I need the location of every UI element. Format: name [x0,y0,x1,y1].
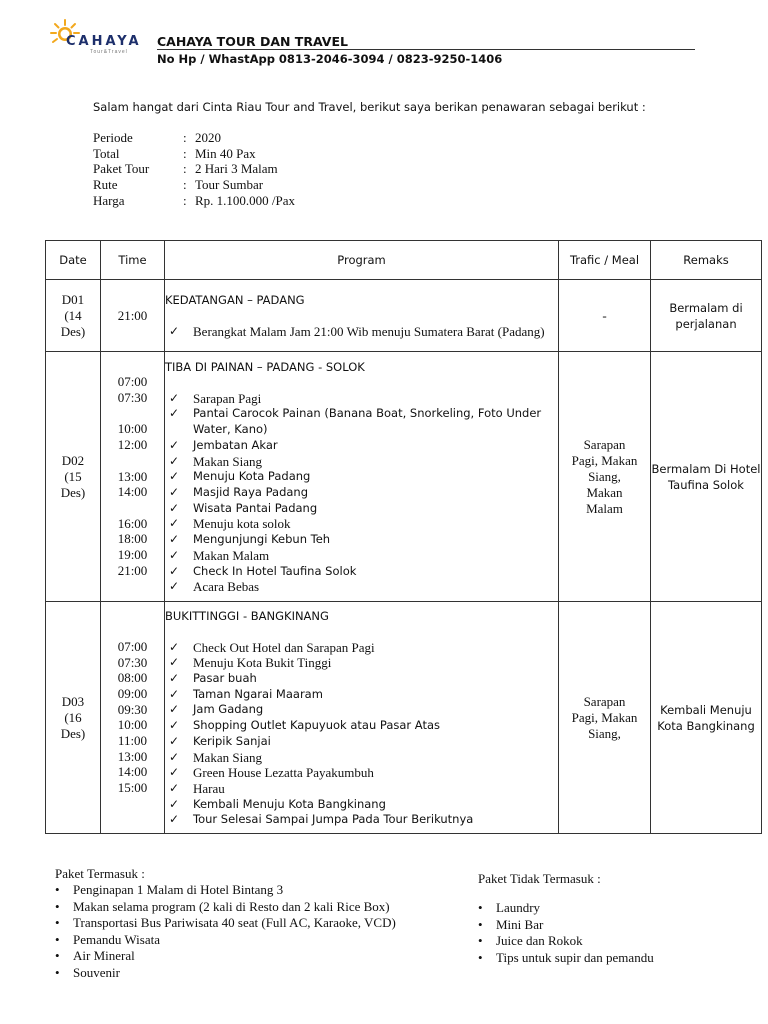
excluded-item: • Juice dan Rokok [478,933,654,950]
excluded-list [478,900,654,966]
time-slot: 19:00 [117,546,148,562]
program-title: BUKITTINGGI - BANGKINANG [165,608,329,623]
time-slot [118,406,148,422]
program-item: ✓ Harau [169,781,558,797]
time-slot: 09:30 [117,701,148,717]
program-item: ✓ Tour Selesai Sampai Jumpa Pada Tour Berikutnya [169,812,558,828]
info-row-paket: Paket Tour : 2 Hari 3 Malam [93,161,278,177]
time-slot: 07:00 [117,374,148,390]
day-date: D03 (16 Des) [46,602,101,834]
program-item: ✓ Taman Ngarai Maaram [169,687,558,703]
time-slot: 07:30 [117,390,148,406]
program-item: ✓ Jam Gadang [169,702,558,718]
intro-text: Salam hangat dari Cinta Riau Tour and Travel, berikut saya berikan penawaran sebagai berikut : [93,100,646,114]
company-logo [50,18,160,58]
included-list [55,882,396,981]
program-item: ✓ Berangkat Malam Jam 21:00 Wib menuju Sumatera Barat (Padang) [169,324,558,340]
time-slot: 08:00 [117,670,148,686]
header-divider [157,49,695,50]
day-meal: - [559,280,651,352]
day-program [165,352,559,602]
time-slot: 18:00 [117,531,148,547]
info-row-periode: Periode : 2020 [93,130,221,145]
program-items [165,324,558,340]
included-item: • Souvenir [55,965,396,982]
excluded-item: • Laundry [478,900,654,917]
time-slot: 13:00 [117,748,148,764]
included-item: • Air Mineral [55,948,396,965]
day-remark: Bermalam Di Hotel Taufina Solok [651,352,762,602]
day-program [165,602,559,834]
time-slot: 14:00 [117,764,148,780]
offer-info [93,130,295,209]
header-remarks: Remaks [651,241,762,280]
program-item: ✓ Makan Malam [169,548,558,564]
program-item: ✓ Makan Siang [169,750,558,766]
time-slot: 16:00 [117,515,148,531]
program-item: ✓ Mengunjungi Kebun Teh [169,532,558,548]
day-date: D01 (14 Des) [46,280,101,352]
day-meal: Sarapan Pagi, Makan Siang, Makan Malam [559,352,651,602]
time-slot: 11:00 [117,733,148,749]
time-slot: 07:00 [117,638,148,654]
program-item: ✓ Menuju kota solok [169,516,558,532]
program-item: ✓ Check Out Hotel dan Sarapan Pagi [169,640,558,656]
time-slot: 21:00 [117,307,148,323]
program-item: ✓ Menuju Kota Padang [169,469,558,485]
included-item: • Transportasi Bus Pariwisata 40 seat (Full AC, Karaoke, VCD) [55,915,396,932]
header-meal: Trafic / Meal [559,241,651,280]
time-slot [118,500,148,516]
program-item: ✓ Kembali Menuju Kota Bangkinang [169,797,558,813]
time-slot: 13:00 [117,468,148,484]
day-program [165,280,559,352]
program-item: ✓ Acara Bebas [169,579,558,595]
table-header [46,241,762,280]
day-times [101,352,165,602]
program-item: ✓ Sarapan Pagi [169,391,558,407]
header-date: Date [46,241,101,280]
time-slot: 09:00 [117,685,148,701]
program-item: ✓ Masjid Raya Padang [169,485,558,501]
included-item: • Makan selama program (2 kali di Resto dan 2 kali Rice Box) [55,899,396,916]
excluded-title: Paket Tidak Termasuk : [478,871,601,886]
program-item: ✓ Menuju Kota Bukit Tinggi [169,655,558,671]
program-item: ✓ Shopping Outlet Kapuyuok atau Pasar Atas [169,718,558,734]
time-slot: 12:00 [117,437,148,453]
program-item: ✓ Check In Hotel Taufina Solok [169,564,558,580]
header-program: Program [165,241,559,280]
info-row-rute: Rute : Tour Sumbar [93,177,264,193]
table-row [46,352,762,602]
logo-text: CAHAYA [66,34,142,49]
time-slot [118,453,148,469]
included-item: • Penginapan 1 Malam di Hotel Bintang 3 [55,882,396,899]
program-item: ✓ Makan Siang [169,454,558,470]
program-item: ✓ Pasar buah [169,671,558,687]
day-remark: Kembali Menuju Kota Bangkinang [651,602,762,834]
time-slot: 10:00 [117,421,148,437]
day-meal: Sarapan Pagi, Makan Siang, [559,602,651,834]
header-time: Time [101,241,165,280]
company-name: CAHAYA TOUR DAN TRAVEL [157,34,348,49]
day-times [101,280,165,352]
program-item: ✓ Pantai Carocok Painan (Banana Boat, Snorkeling, Foto Under Water, Kano) [169,406,558,437]
time-slot: 10:00 [117,717,148,733]
included-title: Paket Termasuk : [55,866,145,881]
excluded-item: • Mini Bar [478,917,654,934]
table-row [46,602,762,834]
time-slot: 15:00 [117,780,148,796]
table-row [46,280,762,352]
day-date: D02 (15 Des) [46,352,101,602]
program-item: ✓ Wisata Pantai Padang [169,501,558,517]
included-item: • Pemandu Wisata [55,932,396,949]
logo-subtext: Tour&Travel [90,49,128,55]
program-title: KEDATANGAN – PADANG [165,293,305,308]
info-row-harga: Harga : Rp. 1.100.000 /Pax [93,192,296,208]
time-slot: 21:00 [117,562,148,578]
day-times [101,602,165,834]
program-title: TIBA DI PAINAN – PADANG - SOLOK [165,360,365,375]
program-item: ✓ Jembatan Akar [169,438,558,454]
excluded-item: • Tips untuk supir dan pemandu [478,950,654,967]
program-item: ✓ Keripik Sanjai [169,734,558,750]
contact-phone: No Hp / WhastApp 0813-2046-3094 / 0823-9250-1406 [157,52,503,66]
time-slot: 14:00 [117,484,148,500]
program-items [165,640,558,828]
program-items [165,391,558,595]
day-remark: Bermalam di perjalanan [651,280,762,352]
time-slot: 07:30 [117,654,148,670]
info-row-total: Total : Min 40 Pax [93,145,256,161]
program-item: ✓ Green House Lezatta Payakumbuh [169,765,558,781]
itinerary-table [45,240,762,834]
